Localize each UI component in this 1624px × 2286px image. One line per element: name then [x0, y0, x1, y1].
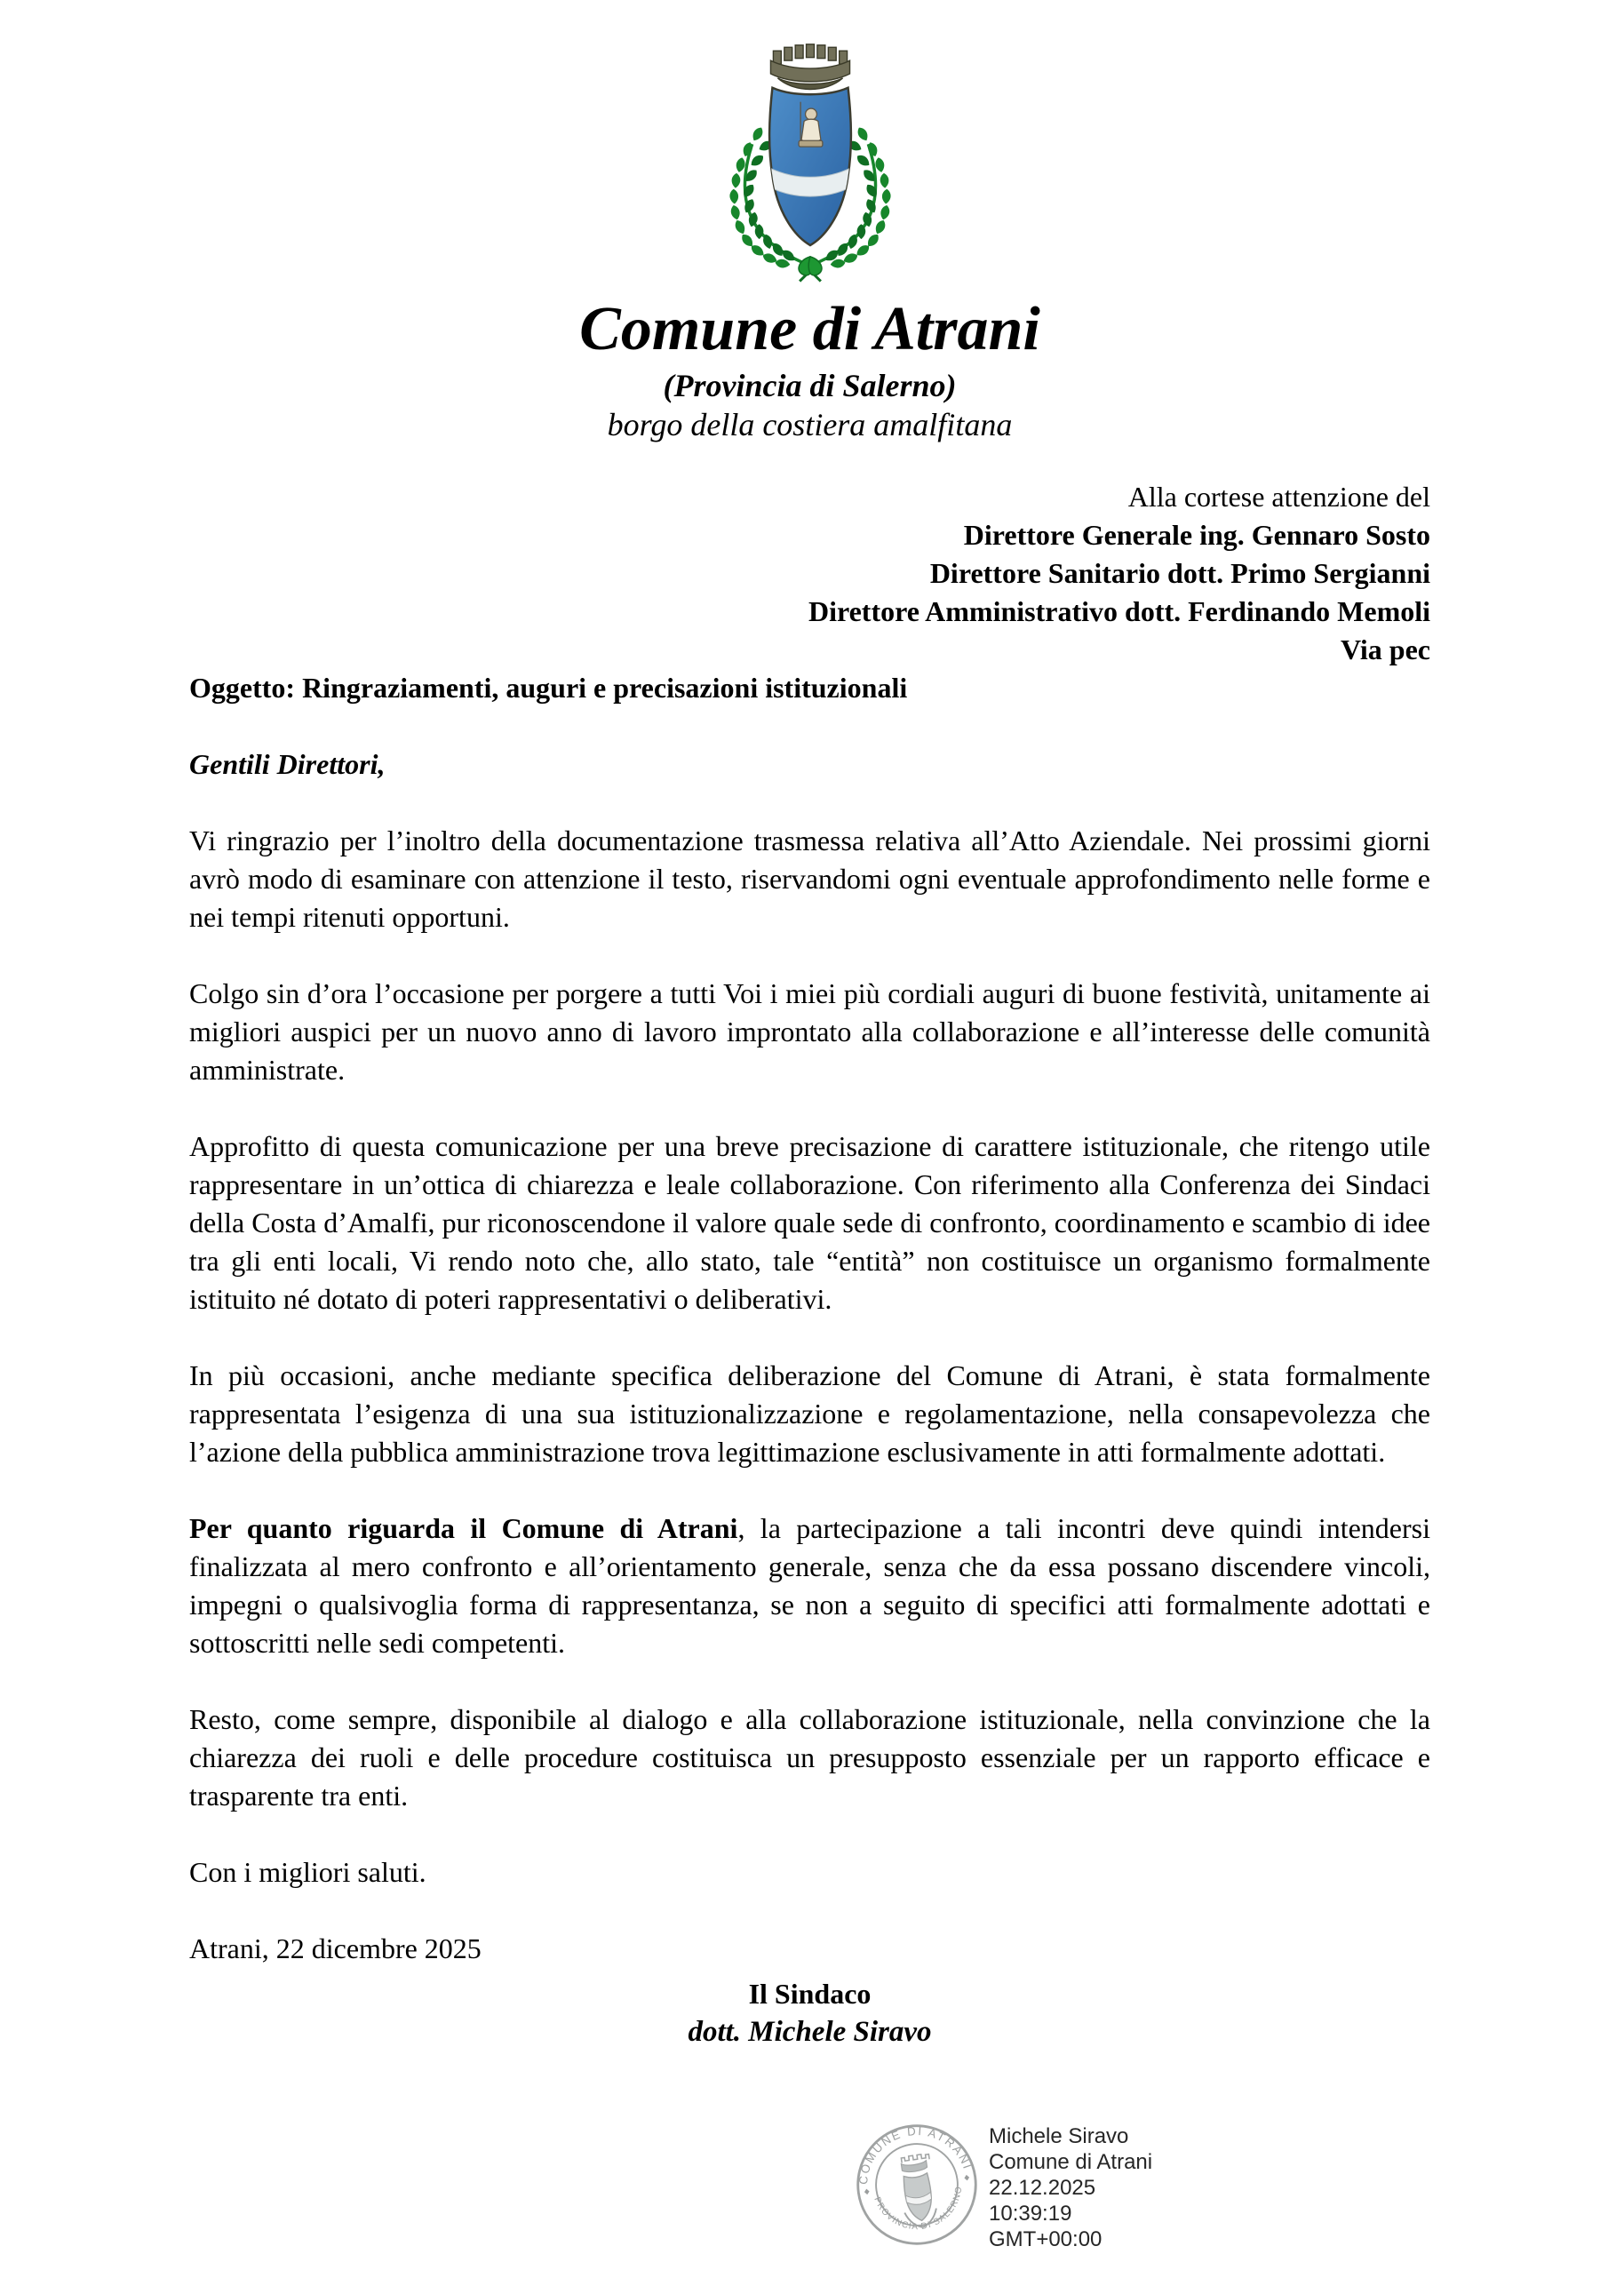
signature-block — [189, 1975, 1430, 2051]
paragraph-text: , la partecipazione a tali incontri deve quindi intendersi finalizzata al mero confronto e all’orientamento generale, senza che da essa possano discendere vincoli, impegni o qualsivoglia forma di rappresentanza, se non a seguito di specifici atti formalmente adottati e sottoscritti nelle sedi competenti. — [189, 1512, 1430, 1659]
coat-of-arms-icon — [722, 36, 898, 283]
paragraph-text: Approfitto di questa comunicazione per una breve precisazione di carattere istituzionale, che ritengo utile rappresentare in un’ottica di chiarezza e leale collaborazione. Con riferimento alla Conferenza dei Sindaci della Costa d’Amalfi, pur riconoscendone il valore quale sede di confronto, coordinamento e scambio di idee tra gli enti locali, Vi rendo noto che, allo stato, tale “entità” non costituisce un organismo formalmente istituito né dotato di poteri rappresentativi o deliberativi. — [189, 1130, 1430, 1315]
paragraph-lead: Per quanto riguarda il Comune di Atrani — [189, 1512, 738, 1544]
body-paragraph — [189, 1357, 1430, 1471]
paragraph-text: Resto, come sempre, disponibile al dialogo e alla collaborazione istituzionale, nella convinzione che la chiarezza dei ruoli e delle procedure costituisca un presupposto essenziale per un rapporto efficace e trasparente tra enti. — [189, 1703, 1430, 1812]
body-paragraph — [189, 1509, 1430, 1662]
digital-signature-stamp — [854, 2122, 1152, 2252]
signature-time: 10:39:19 — [989, 2202, 1072, 2226]
recipient-block — [189, 478, 1430, 669]
recipient-line: Direttore Generale ing. Gennaro Sosto — [963, 519, 1430, 551]
motto-line: borgo della costiera amalfitana — [607, 407, 1013, 442]
signature-timezone: GMT+00:00 — [989, 2227, 1103, 2251]
signer-name: Michele Siravo — [989, 2124, 1129, 2148]
recipient-line: Direttore Sanitario dott. Primo Sergianni — [929, 557, 1430, 589]
letterhead — [189, 36, 1430, 444]
body-paragraph — [189, 975, 1430, 1089]
signer-entity: Comune di Atrani — [989, 2150, 1153, 2174]
recipient-intro: Alla cortese attenzione del — [1127, 481, 1430, 513]
paragraph-text: In più occasioni, anche mediante specifica deliberazione del Comune di Atrani, è stata formalmente rappresentata l’esigenza di una sua istituzionalizzazione e regolamentazione, nella consapevolezza che l’azione della pubblica amministrazione trova legittimazione esclusivamente in atti formalmente adottati. — [189, 1359, 1430, 1468]
municipal-seal-icon — [854, 2122, 980, 2248]
signature-date: 22.12.2025 — [989, 2176, 1096, 2200]
signature-name: dott. Michele Siravo — [688, 2016, 932, 2048]
seal-bottom-text: PROVINCIA DI SALERNO — [872, 2185, 965, 2233]
salutation: Gentili Direttori, — [189, 748, 386, 780]
body-paragraph — [189, 1701, 1430, 1815]
subject-line: Oggetto: Ringraziamenti, auguri e precisazioni istituzionali — [189, 672, 908, 704]
delivery-method: Via pec — [1340, 633, 1430, 665]
municipality-name: Comune di Atrani — [579, 295, 1040, 363]
closing-line: Con i migliori saluti. — [189, 1856, 426, 1888]
recipient-line: Direttore Amministrativo dott. Ferdinando Memoli — [808, 595, 1430, 627]
dateline: Atrani, 22 dicembre 2025 — [189, 1932, 482, 1964]
body-paragraph — [189, 1127, 1430, 1318]
signature-details — [989, 2122, 1152, 2252]
paragraph-text: Vi ringrazio per l’inoltro della documentazione trasmessa relativa all’Atto Aziendale. Nei prossimi giorni avrò modo di esaminare con attenzione il testo, riservandomi ogni eventuale approfondimento nelle forme e nei tempi ritenuti opportuni. — [189, 824, 1430, 933]
signature-role: Il Sindaco — [748, 1978, 872, 2010]
seal-top-text: COMUNE DI ATRANI — [856, 2123, 975, 2186]
paragraph-text: Colgo sin d’ora l’occasione per porgere a tutti Voi i miei più cordiali auguri di buone festività, unitamente ai migliori auspici per un nuovo anno di lavoro improntato alla collaborazione e all’interesse delle comunità amministrate. — [189, 977, 1430, 1086]
province-line: (Provincia di Salerno) — [663, 368, 957, 403]
body-paragraph — [189, 822, 1430, 936]
